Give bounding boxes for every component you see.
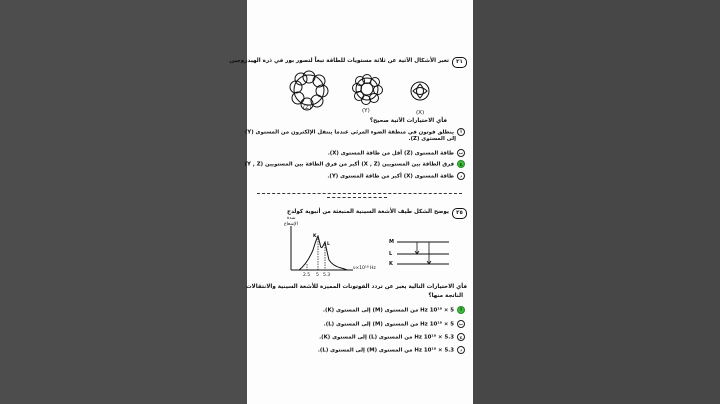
correct-answer-marker: أ bbox=[457, 306, 465, 314]
xray-spectrum-graph bbox=[285, 224, 357, 276]
option-marker: أ bbox=[457, 128, 465, 136]
option-marker: ج bbox=[457, 333, 465, 341]
q1-option-a-continued: إلى المستوى (Z). bbox=[408, 136, 456, 142]
option-marker: ب bbox=[458, 321, 464, 326]
q1-option-a[interactable]: أينطلق فوتون في منطقة الضوء المرئي عندما ينتقل الإلكترون من المستوى (Y) bbox=[245, 128, 465, 137]
q2-option-a[interactable]: أ5 × 10¹⁸ Hz من المستوى (M) إلى المستوى (K). bbox=[323, 306, 465, 315]
exam-page bbox=[229, 0, 473, 404]
tick-2-5: 2.5 bbox=[303, 273, 311, 278]
q1-option-c[interactable]: جفرق الطاقة بين المستويين (X , Z) أكبر من فرق الطاقة بين المستويين (Y , Z) bbox=[245, 160, 465, 169]
question-1-prompt: فأي الاختيارات الآتية صحيح؟ bbox=[369, 118, 447, 124]
tick-5: 5 bbox=[316, 273, 319, 278]
peak-label-l: L bbox=[327, 242, 330, 247]
energy-level-diagram bbox=[395, 238, 451, 268]
option-marker: د bbox=[457, 346, 465, 354]
label-y: (Y) bbox=[362, 108, 370, 114]
question-number-2: ٢٥ bbox=[452, 208, 467, 219]
question-2-prompt-line-1: فأي الاختيارات التالية يعبر عن تردد الفوتونات المميزة للأشعة السينية والانتقالات bbox=[245, 284, 467, 290]
right-dark-margin bbox=[473, 0, 720, 404]
q1-option-d[interactable]: دطاقة المستوى (X) أكبر من طاقة المستوى (Y). bbox=[327, 172, 465, 181]
level-k: K bbox=[389, 261, 393, 267]
level-l: L bbox=[389, 251, 393, 257]
bohr-model-x bbox=[411, 82, 429, 100]
question-1-stem: تعبر الأشكال الآتية عن ثلاثة مستويات للطاقة تبعاً لتصور بور في ذرة الهيدروجين bbox=[229, 58, 449, 64]
correct-answer-marker: ج bbox=[457, 160, 465, 168]
q2-option-c[interactable]: ج5.3 × 10¹⁸ Hz من المستوى (L) إلى المستوى (K). bbox=[319, 333, 465, 342]
option-marker: د bbox=[457, 172, 465, 180]
q2-option-b[interactable]: ب5 × 10¹⁸ Hz من المستوى (M) إلى المستوى (L). bbox=[323, 321, 464, 328]
graph-x-axis-label: ν×10¹⁸ Hz bbox=[353, 266, 376, 271]
level-m: M bbox=[389, 239, 394, 245]
left-dark-margin bbox=[0, 0, 247, 404]
graph-y-label-1: شدة bbox=[287, 216, 296, 221]
question-number-1: ٢١ bbox=[452, 57, 467, 68]
tick-5-3: 5.3 bbox=[323, 273, 331, 278]
question-2-stem: يوضح الشكل طيف الأشعة السينية المنبعثة من أنبوبة كولدج bbox=[287, 209, 449, 215]
bohr-model-figures bbox=[292, 70, 442, 112]
option-marker: ب bbox=[458, 150, 464, 155]
section-divider-2 bbox=[327, 197, 387, 201]
label-z: (Z) bbox=[303, 105, 312, 111]
peak-label-k: K bbox=[313, 234, 317, 239]
bohr-model-y bbox=[353, 75, 383, 105]
label-x: (X) bbox=[416, 110, 425, 116]
q1-option-b[interactable]: بطاقة المستوى (Z) أقل من طاقة المستوى (X). bbox=[327, 150, 464, 157]
question-2-prompt-line-2: الناتجة منها؟ bbox=[428, 293, 463, 299]
q2-option-d[interactable]: د5.3 × 10¹⁸ Hz من المستوى (M) إلى المستوى (L). bbox=[318, 346, 465, 355]
graph-y-label-2: الإشعاع bbox=[284, 222, 298, 227]
